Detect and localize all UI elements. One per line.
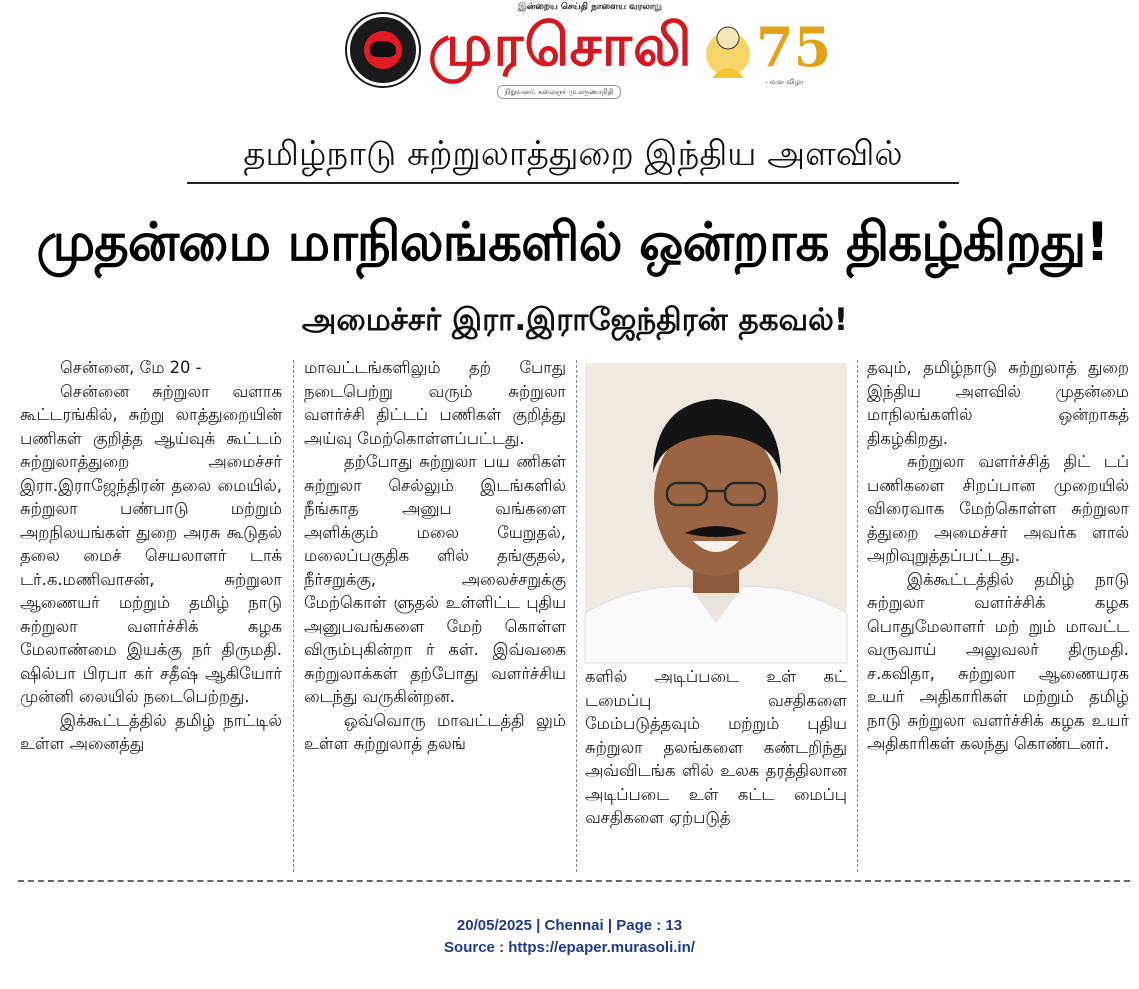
founder-line: நிறுவனர்: கலைஞர் மு.கருணாநிதி (497, 85, 621, 99)
newspaper-logo: முரசொலி (428, 11, 693, 79)
paragraph: இக்கூட்டத்தில் தமிழ் நாடு சுற்றுலா வளர்ச்சிக் கழக பொதுமேலாளர் மற் றும் மாவட்ட வருவாய் அலுவலர் திருமதி. ச.கவிதா, சுற்றுலா ஆணையரக உயர் அதிகாரிகள் மற்றும் தமிழ் நாடு சுற்றுலா வளர்ச்சிக் கழக உயர் அதிகாரிகள் கலந்து கொண்டனர். (867, 569, 1129, 753)
portrait-photo (585, 363, 847, 663)
headline-sub: அமைச்சர் இரா.இராஜேந்திரன் தகவல்! (301, 302, 849, 338)
footer-source-link[interactable]: Source : https://epaper.murasoli.in/ (444, 939, 695, 956)
badge-number: 75 (756, 15, 832, 79)
article-column-1 (20, 356, 282, 756)
paragraph: சென்னை சுற்றுலா வளாக கூட்டரங்கில், சுற்று லாத்துறையின் பணிகள் குறித்த ஆய்வுக் கூட்டம் சுற்றுலாத்துறை அமைச்சர் இரா.இராஜேந்திரன் தலை மையில், சுற்றுலா பண்பாடு மற்றும் அறநிலயங்கள் துறை அரசு கூடுதல் தலை மைச் செயலாளர் டாக் டர்.க.மணிவாசன், சுற்றுலா ஆணையர் மற்றும் தமிழ் நாடு சுற்றுலா வளர்ச்சிக் கழக மேலாண்மை இயக்கு நர் திருமதி. ஷில்பா பிரபா கர் சதீஷ் ஆகியோர் முன்னி லையில் நடைபெற்றது. (20, 381, 282, 706)
headline-divider (187, 182, 959, 184)
column-divider (857, 360, 858, 872)
page-footer (0, 915, 1139, 959)
paragraph: ஒவ்வொரு மாவட்டத்தி லும் உள்ள சுற்றுலாத் தலங் (304, 710, 566, 753)
anniversary-badge-icon (700, 8, 832, 96)
paragraph: சுற்றுலா வளர்ச்சித் திட் டப் பணிகளை சிறப்பான முறையில் விரைவாக மேற்கொள்ள சுற்றுலா த்துறை அமைச்சர் அவர்க ளால் அறிவுறுத்தப்பட்டது. (867, 452, 1129, 565)
masthead-tagline: இன்றைய செய்தி நாளைய வரலாறு (517, 2, 663, 12)
bottom-divider (18, 880, 1130, 882)
dateline: சென்னை, மே 20 - (60, 358, 202, 377)
headline-top: தமிழ்நாடு சுற்றுலாத்துறை இந்திய அளவில் (243, 134, 903, 174)
article-column-2 (304, 356, 566, 756)
paragraph: தற்போது சுற்றுலா பய ணிகள் சுற்றுலா செல்லும் இடங்களில் நீங்காத அனுப வங்களை அளிக்கும் மலை யேறுதல், மலைப்பகுதிக ளில் தங்குதல், நீர்சறுக்கு, அலைச்சறுக்கு மேற்கொள் ளுதல் உள்ளிட்ட புதிய அனுபவங்களை மேற் கொள்ள விரும்புகின்றா ர் கள். இவ்வகை சுற்றுலாக்கள் தற்போது வளர்ச்சிய டைந்து வருகின்றன. (304, 452, 566, 706)
badge-words: பவள விழா (766, 78, 804, 86)
column-divider (293, 360, 294, 872)
footer-dateline: 20/05/2025 | Chennai | Page : 13 (456, 917, 683, 934)
party-seal-icon (347, 14, 419, 86)
paragraph: இக்கூட்டத்தில் தமிழ் நாட்டில் உள்ள அனைத்து (20, 710, 282, 753)
article-column-4 (867, 356, 1129, 756)
paragraph: மாவட்டங்களிலும் தற் போது நடைபெற்று வரும் சுற்றுலா வளர்ச்சி திட்டப் பணிகள் குறித்து அய்வு மேற்கொள்ளப்பட்டது. (304, 358, 566, 448)
masthead (0, 0, 1139, 110)
article-column-3 (585, 665, 847, 830)
paragraph: களில் அடிப்படை உள் கட் டமைப்பு வசதிகளை மேம்படுத்தவும் மற்றும் புதிய சுற்றுலா தலங்களை கண்டறிந்து அவ்விடங்க ளில் உலக தரத்திலான அடிப்படை உள் கட்ட மைப்பு வசதிகளை ஏற்படுத் (585, 667, 847, 827)
headline-main: முதன்மை மாநிலங்களில் ஒன்றாக திகழ்கிறது! (36, 212, 1109, 273)
paragraph: தவும், தமிழ்நாடு சுற்றுலாத் துறை இந்திய அளவில் முதன்மை மாநிலங்களில் ஒன்றாகத் திகழ்கிறது. (867, 358, 1129, 448)
column-divider (576, 360, 577, 872)
